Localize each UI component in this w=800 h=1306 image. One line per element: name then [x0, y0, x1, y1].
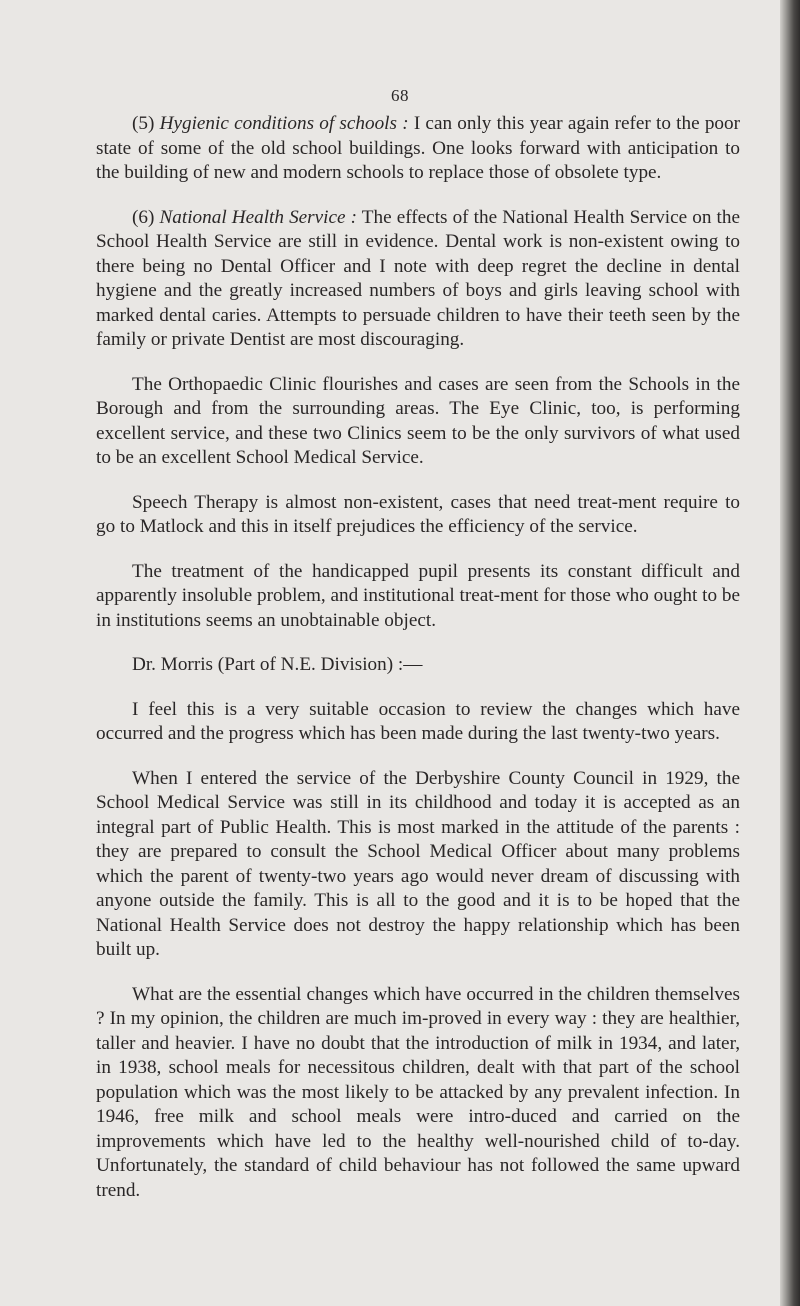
paragraph-text: The effects of the National Health Service on the School Health Service are still in evidence. Dental work is non-existent owing to there being no Dental Officer and I note with deep regret the decline in dental hygiene and the greatly increased numbers of boys and girls leaving school with marked dental caries. Attempts to persuade children to have their teeth seen by the family or private Dentist are most discouraging.: [96, 206, 740, 350]
paragraph-derbyshire-service: When I entered the service of the Derbyshire County Council in 1929, the School Medical Service was still in its childhood and today it is accepted as an integral part of Public Health. This is most marked in the attitude of the parents : they are prepared to consult the School Medical Officer about many problems which the parent of twenty-two years ago would never dream of discussing with anyone outside the family. This is all to the good and it is to be hoped that the National Health Service does not destroy the happy relationship which has been built up.: [96, 767, 740, 960]
paragraph-essential-changes: What are the essential changes which have occurred in the children themselves ? In my opinion, the children are much im-proved in every way : they are healthier, taller and heavier. I have no doubt that the introduction of milk in 1934, and later, in 1938, school meals for necessitous children, dealt with that part of the school population which was the most likely to be attacked by any prevalent infection. In 1946, free milk and school meals were intro-duced and carried on the improvements which have led to the healthy well-nourished child of to-day. Unfortunately, the standard of child behaviour has not followed the same upward trend.: [96, 983, 740, 1201]
paragraph-dr-morris-heading: Dr. Morris (Part of N.E. Division) :—: [132, 654, 423, 675]
section-heading: National Health Service :: [159, 206, 358, 228]
page-edge-shadow: [780, 0, 800, 1306]
page-number: 68: [391, 86, 409, 105]
item-number: (5): [132, 113, 160, 134]
paragraph-speech-therapy: Speech Therapy is almost non-existent, cases that need treat-ment require to go to Matlock and this in itself prejudices the efficiency of the service.: [96, 491, 740, 537]
section-heading: Hygienic conditions of schools :: [159, 113, 409, 134]
item-number: (6): [132, 206, 160, 228]
paragraph-national-health-service: [96, 206, 740, 353]
paragraph-handicapped-pupil: The treatment of the handicapped pupil presents its constant difficult and apparently insoluble problem, and institutional treat-ment for those who ought to be in institutions seems an unobtainable object.: [96, 560, 740, 631]
paragraph-hygienic-conditions: [96, 112, 740, 186]
document-body: [96, 112, 740, 1223]
paragraph-orthopaedic-clinic: The Orthopaedic Clinic flourishes and cases are seen from the Schools in the Borough and from the surrounding areas. The Eye Clinic, too, is performing excellent service, and these two Clinics seem to be the only survivors of what used to be an excellent School Medical Service.: [96, 373, 740, 468]
paragraph-review-changes: I feel this is a very suitable occasion to review the changes which have occurred and the progress which has been made during the last twenty-two years.: [96, 698, 740, 744]
paragraph-text: I can only this year again refer to the poor state of some of the old school buildings. One looks forward with anticipation to the building of new and modern schools to replace those of obsolete type.: [96, 113, 741, 183]
